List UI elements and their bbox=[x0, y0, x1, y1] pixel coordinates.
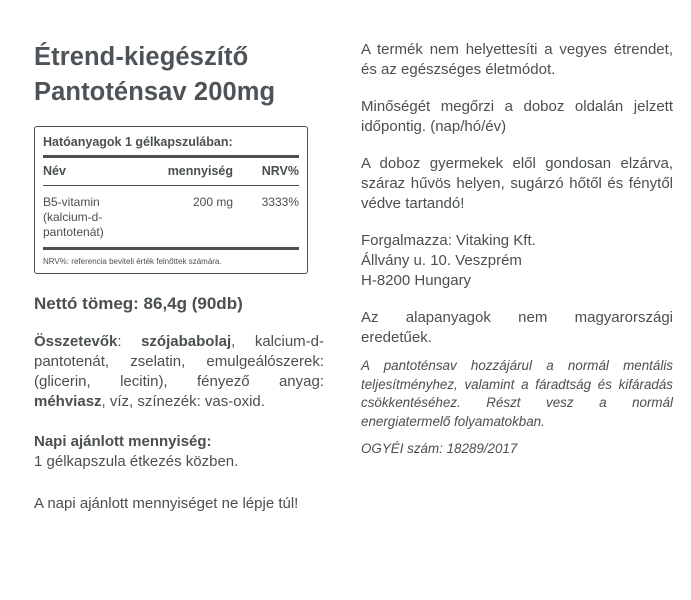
row-name-cell bbox=[43, 195, 143, 240]
distributor bbox=[361, 231, 673, 291]
table-row bbox=[43, 186, 299, 250]
left-column bbox=[34, 40, 324, 516]
ingredients-part1: , kalcium-d-pantotenát, zselatin, emulgeálószerek: (glicerin, lecitin), fényező anyag: bbox=[34, 333, 324, 390]
dosage-title: Napi ajánlott mennyiség: bbox=[34, 433, 212, 450]
distributor-line-2: Állvány u. 10. Veszprém bbox=[361, 252, 522, 269]
distributor-line-3: H-8200 Hungary bbox=[361, 272, 472, 289]
table-header bbox=[43, 158, 299, 186]
table-footnote: NRV%: referencia beviteli érték felnőttek számára. bbox=[43, 257, 222, 266]
origin-paragraph: Az alapanyagok nem magyarországi eredetűek. bbox=[361, 309, 673, 346]
row-amount: 200 mg bbox=[192, 195, 233, 209]
net-weight: Nettó tömeg: 86,4g (90db) bbox=[34, 294, 243, 313]
allergen-wax: méhviasz bbox=[34, 393, 102, 410]
ingredients-part2: , víz, színezék: vas-oxid. bbox=[101, 393, 265, 410]
header-name: Név bbox=[43, 164, 66, 178]
dosage-text: 1 gélkapszula étkezés közben. bbox=[34, 453, 239, 470]
ogyei-number: OGYÉI szám: 18289/2017 bbox=[361, 441, 518, 456]
info-paragraph-2: Minőségét megőrzi a doboz oldalán jelzett időpontig. (nap/hó/év) bbox=[361, 98, 673, 135]
row-nrv: 3333% bbox=[261, 195, 299, 209]
header-nrv: NRV% bbox=[261, 164, 299, 178]
row-name: B5-vitamin bbox=[43, 195, 100, 209]
nutrition-table bbox=[34, 126, 308, 274]
title-line-1: Étrend-kiegészítő bbox=[34, 43, 249, 71]
ingredients bbox=[34, 332, 324, 412]
header-amount: mennyiség bbox=[167, 164, 233, 178]
distributor-line-1: Forgalmazza: Vitaking Kft. bbox=[361, 232, 536, 249]
storage-paragraph: A doboz gyermekek elől gondosan elzárva, száraz hűvös helyen, sugárzó hőtől és fénytől védve tartandó! bbox=[361, 155, 673, 212]
title-line-2: Pantoténsav 200mg bbox=[34, 78, 276, 106]
ingredients-label: Összetevők bbox=[34, 333, 118, 350]
allergen-soy: szójababolaj bbox=[141, 333, 232, 350]
right-column bbox=[361, 40, 673, 459]
product-title bbox=[34, 40, 324, 110]
ingredients-sep: : bbox=[117, 333, 142, 350]
health-claim: A pantoténsav hozzájárul a normál mentális teljesítményhez, valamint a fáradtság és kifáradás csökkentéséhez. Részt vesz a normál energiatermelő folyamatokban. bbox=[361, 358, 673, 429]
info-paragraph-1: A termék nem helyettesíti a vegyes étrendet, és az egészséges életmódot. bbox=[361, 41, 673, 78]
warning-text: A napi ajánlott mennyiséget ne lépje túl! bbox=[34, 495, 299, 512]
row-subname: (kalcium-d-pantotenát) bbox=[43, 210, 104, 239]
table-title: Hatóanyagok 1 gélkapszulában: bbox=[43, 134, 299, 158]
